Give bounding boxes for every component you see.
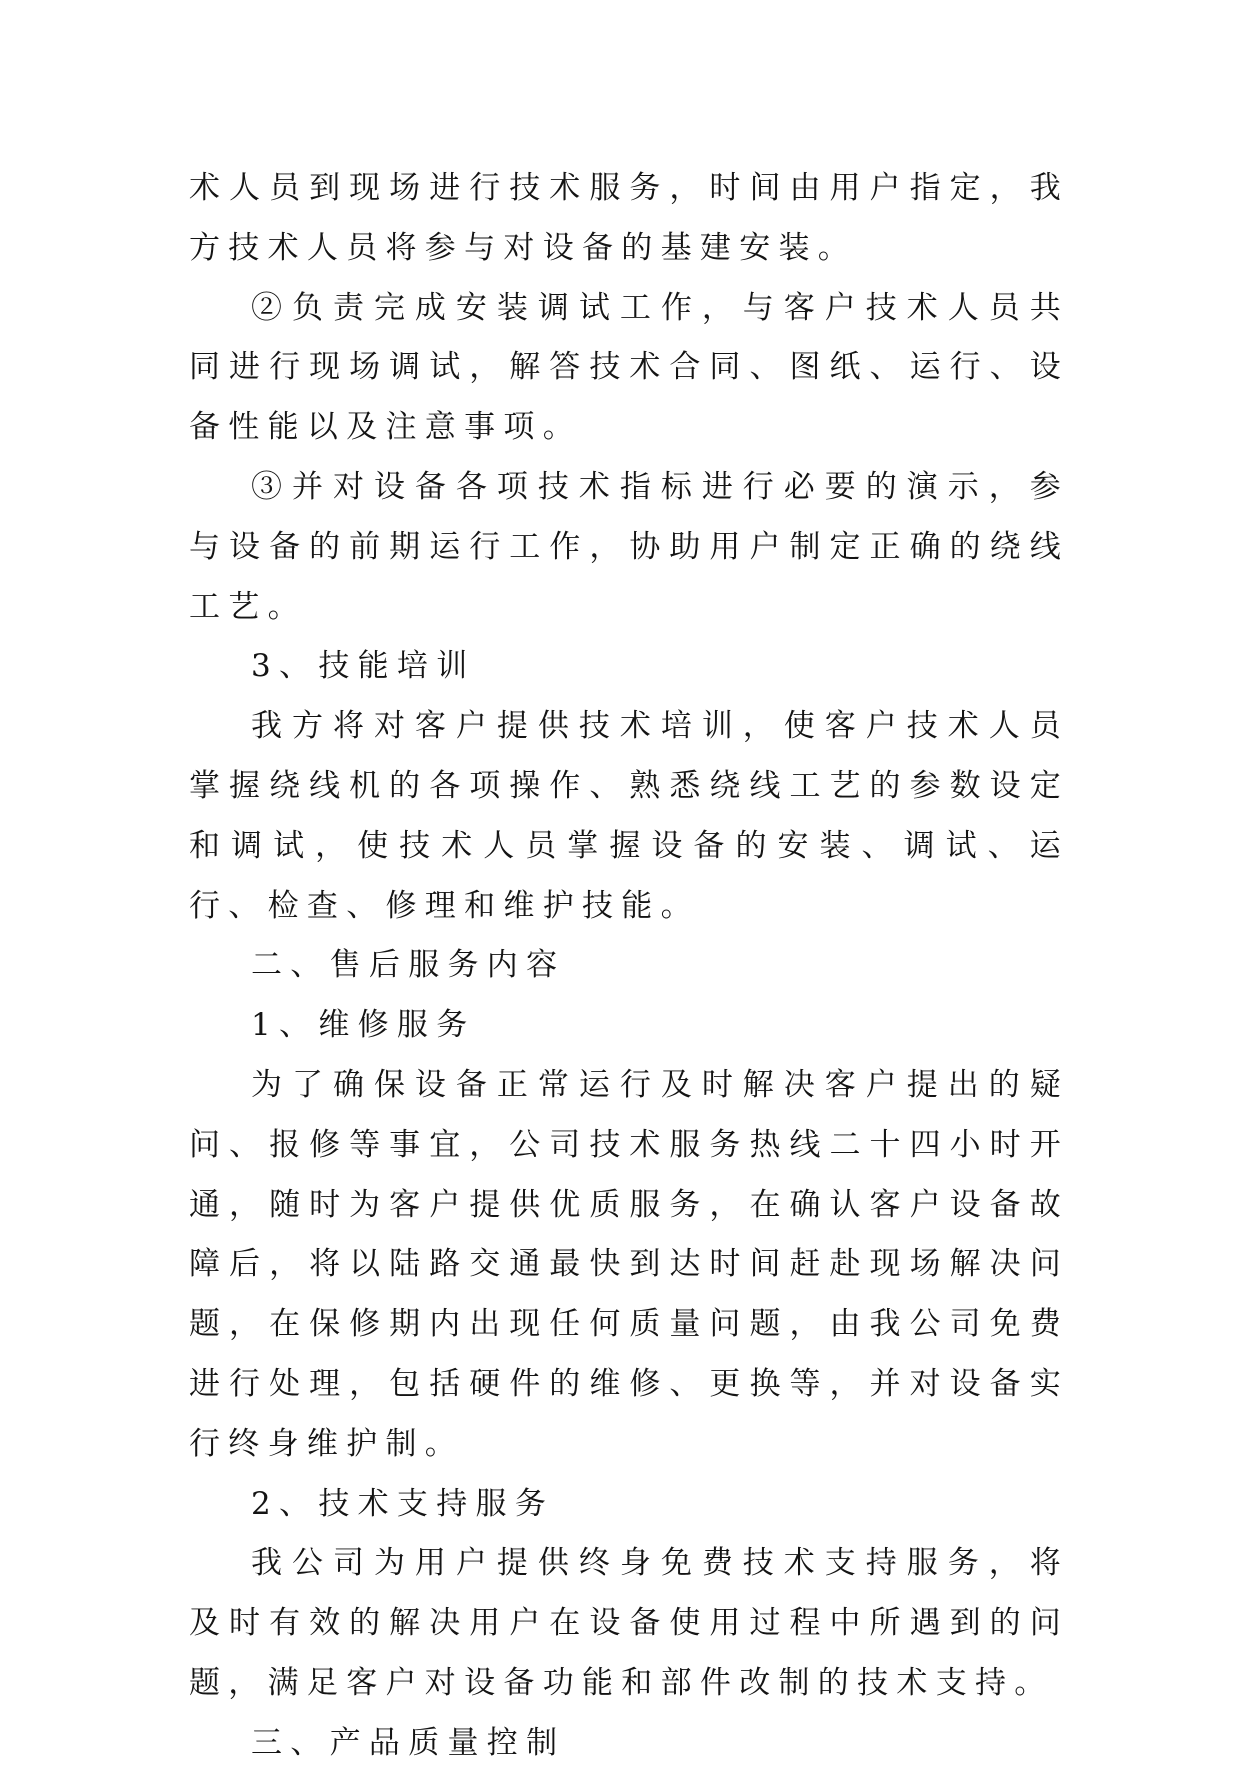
paragraph-item-2: ②负责完成安装调试工作，与客户技术人员共同进行现场调试，解答技术合同、图纸、运行、设备性能以及注意事项。 [189, 289, 1069, 446]
heading-after-sales-content: 二、售后服务内容 [251, 947, 566, 984]
heading-technical-support: 2、技术支持服务 [251, 1485, 555, 1522]
paragraph-item-3: ③并对设备各项技术指标进行必要的演示，参与设备的前期运行工作，协助用户制定正确的绕线工艺。 [189, 468, 1069, 625]
heading-skills-training: 3、技能培训 [251, 648, 476, 685]
paragraph-technical-support: 我公司为用户提供终身免费技术支持服务，将及时有效的解决用户在设备使用过程中所遇到的问题，满足客户对设备功能和部件改制的技术支持。 [189, 1545, 1069, 1701]
paragraph-training: 我方将对客户提供技术培训，使客户技术人员掌握绕线机的各项操作、熟悉绕线工艺的参数设定和调试，使技术人员掌握设备的安装、调试、运行、检查、修理和维护技能。 [189, 708, 1069, 924]
paragraph-repair-service: 为了确保设备正常运行及时解决客户提出的疑问、报修等事宜，公司技术服务热线二十四小时开通，随时为客户提供优质服务，在确认客户设备故障后，将以陆路交通最快到达时间赶赴现场解决问题，在保修期内出现任何质量问题，由我公司免费进行处理，包括硬件的维修、更换等，并对设备实行终身维护制。 [189, 1066, 1069, 1462]
heading-quality-control: 三、产品质量控制 [251, 1724, 566, 1761]
paragraph-continuation: 术人员到现场进行技术服务，时间由用户指定，我方技术人员将参与对设备的基建安装。 [189, 170, 1069, 266]
heading-repair-service: 1、维修服务 [251, 1007, 476, 1044]
document-body [189, 159, 1069, 1774]
